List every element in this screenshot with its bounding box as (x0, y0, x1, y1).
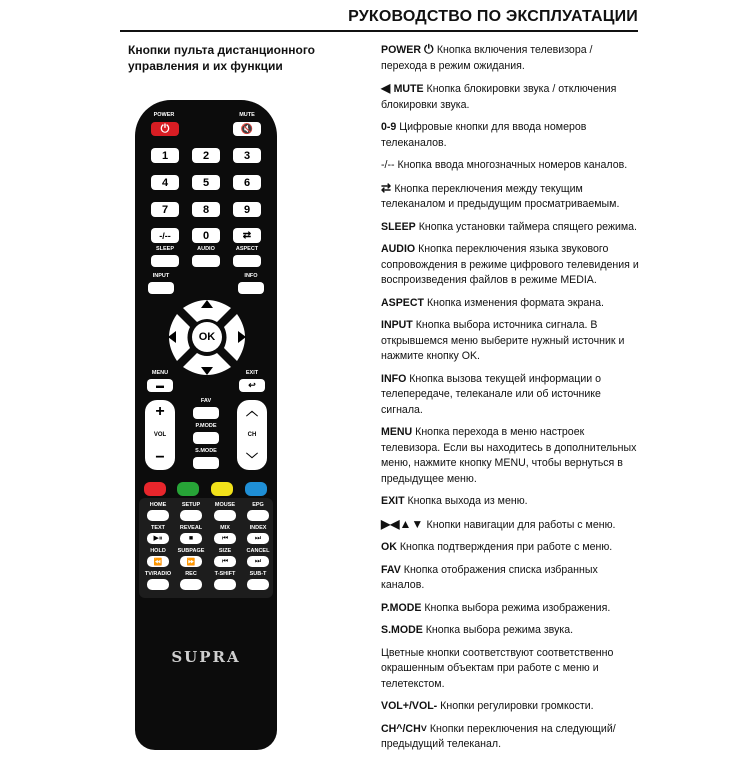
play-pause-icon: ▶⏸ (153, 535, 163, 542)
mute-icon: 🔇 (240, 123, 254, 135)
tshift-label: T-SHIFT (214, 571, 236, 577)
blue-button[interactable] (245, 482, 267, 496)
entry-text: -/-- Кнопка ввода многозначных номеров каналов. (381, 159, 628, 171)
audio-label: AUDIO (197, 246, 215, 252)
description-entry (381, 181, 639, 213)
entry-text: Кнопки переключения на следующий/предыдущий телеканал. (381, 722, 616, 750)
digit-9-button[interactable]: 9 (233, 202, 261, 217)
mouse-button[interactable] (214, 510, 236, 521)
fast-forward-icon: ⏩ (186, 558, 196, 566)
cancel-button[interactable] (247, 556, 269, 567)
pmode-label: P.MODE (195, 423, 217, 429)
entry-key: INPUT (381, 319, 413, 331)
entry-key: CH^/CH˅ (381, 722, 427, 735)
tvradio-label: TV/RADIO (144, 571, 172, 577)
entry-key: P.MODE (381, 601, 422, 614)
return-icon: ↩ (248, 380, 256, 390)
digit-2-button[interactable]: 2 (192, 148, 220, 163)
digit-1-button[interactable]: 1 (151, 148, 179, 163)
setup-button[interactable] (180, 510, 202, 521)
entry-text: Кнопка изменения формата экрана. (426, 296, 604, 309)
header-divider (120, 30, 638, 32)
entry-text: Кнопка блокировки звука / отключения блокировки звука. (381, 83, 617, 111)
ok-label: OK (198, 331, 216, 343)
rec-button[interactable] (180, 579, 202, 590)
power-label: POWER (153, 112, 175, 118)
remote-control (135, 100, 277, 750)
entry-text: Цветные кнопки соответствуют соответственно окрашенным объектам при работе с меню и телетекстом. (381, 646, 614, 690)
entry-key: FAV (381, 563, 401, 576)
entry-key: POWER (381, 44, 422, 56)
hold-button[interactable] (147, 556, 169, 567)
size-button[interactable] (214, 556, 236, 567)
entry-key: EXIT (381, 495, 405, 507)
info-label: INFO (244, 273, 258, 279)
smode-label: S.MODE (195, 448, 217, 454)
stop-icon: ■ (188, 535, 194, 542)
recall-icon: ⇄ (242, 230, 252, 241)
index-button[interactable] (247, 533, 269, 544)
sleep-label: SLEEP (155, 246, 175, 252)
channel-rocker[interactable] (237, 400, 267, 470)
entry-glyph-icon: ⏻ (423, 42, 437, 56)
mute-button[interactable] (233, 122, 261, 136)
digit-6-button[interactable]: 6 (233, 175, 261, 190)
description-entry (381, 42, 639, 74)
entry-text: Кнопки навигации для работы с меню. (426, 518, 616, 531)
reveal-button[interactable] (180, 533, 202, 544)
description-entry (381, 563, 639, 594)
brand-logo: SUPRA (171, 648, 241, 666)
cancel-label: CANCEL (246, 548, 270, 554)
description-entry (381, 601, 639, 617)
subt-label: SUB-T (249, 571, 267, 577)
yellow-button[interactable] (211, 482, 233, 496)
entry-text: Кнопка установки таймера спящего режима. (418, 220, 637, 233)
section-title: Кнопки пульта дистанционного управления и их функции (128, 43, 316, 73)
entry-text: Кнопка подтверждения при работе с меню. (399, 541, 613, 553)
description-entry (381, 540, 639, 556)
vol-plus[interactable]: + (155, 403, 165, 420)
rewind-icon: ⏪ (153, 558, 163, 566)
description-entry (381, 296, 639, 312)
reveal-label: REVEAL (179, 525, 203, 531)
home-button[interactable] (147, 510, 169, 521)
vol-minus[interactable]: − (155, 449, 165, 466)
text-button[interactable] (147, 533, 169, 544)
entry-key: MENU (381, 426, 413, 438)
mix-button[interactable] (214, 533, 236, 544)
ch-up-icon[interactable]: ︿ (245, 404, 258, 418)
aspect-label: ASPECT (235, 246, 259, 252)
description-entry (381, 81, 639, 113)
description-entry (381, 722, 639, 753)
volume-rocker[interactable] (145, 400, 175, 470)
hold-label: HOLD (150, 548, 166, 554)
entry-text: Кнопка переключения языка звукового сопровождения в режиме цифрового телевидения и воспроизведения файлов в режиме MEDIA. (381, 243, 639, 286)
page-header (0, 0, 750, 34)
mix-label: MIX (220, 525, 230, 531)
entry-text: Кнопка выхода из меню. (407, 495, 528, 507)
description-entry (381, 425, 639, 487)
button-descriptions (381, 42, 639, 760)
description-entry (381, 699, 639, 715)
mute-label: MUTE (239, 112, 255, 118)
description-entry (381, 623, 639, 639)
entry-key: INFO (381, 372, 407, 385)
entry-key: AUDIO (381, 243, 416, 255)
entry-key: OK (381, 541, 397, 553)
entry-glyph-icon: ◀ (381, 81, 394, 95)
menu-button[interactable] (147, 379, 173, 392)
exit-button[interactable] (239, 379, 265, 392)
subt-button[interactable] (247, 579, 269, 590)
menu-icon: ▬ (156, 381, 164, 390)
description-entry (381, 517, 639, 534)
aspect-button[interactable] (233, 255, 261, 267)
digit-3-button[interactable]: 3 (233, 148, 261, 163)
entry-key: SLEEP (381, 220, 416, 233)
sleep-button[interactable] (151, 255, 179, 267)
green-button[interactable] (177, 482, 199, 496)
entry-glyph-icon: ⇄ (381, 180, 395, 195)
setup-label: SETUP (181, 502, 201, 508)
audio-button[interactable] (192, 255, 220, 267)
entry-text: Цифровые кнопки для ввода номеров телеканалов. (381, 121, 587, 149)
fav-button[interactable] (193, 407, 219, 419)
tvradio-button[interactable] (147, 579, 169, 590)
index-label: INDEX (249, 525, 267, 531)
description-entry (381, 372, 639, 419)
entry-text: Кнопка выбора режима изображения. (424, 601, 611, 614)
entry-text: Кнопка вызова текущей информации о телепередаче, телеканале или об источнике сигнала. (381, 372, 602, 416)
entry-key: ASPECT (381, 296, 424, 309)
text-label: TEXT (150, 525, 166, 531)
recall-button[interactable] (233, 228, 261, 243)
subpage-label: SUBPAGE (177, 548, 205, 554)
red-button[interactable] (144, 482, 166, 496)
digit-5-button[interactable]: 5 (192, 175, 220, 190)
skip-back-icon: ⏮ (221, 557, 229, 565)
prev-icon: ⏮ (221, 534, 229, 542)
digit-4-button[interactable]: 4 (151, 175, 179, 190)
epg-button[interactable] (247, 510, 269, 521)
fav-label: FAV (200, 398, 212, 404)
entry-key: VOL+/VOL- (381, 700, 438, 712)
digit-8-button[interactable]: 8 (192, 202, 220, 217)
description-entry (381, 494, 639, 510)
skip-forward-icon: ⏭ (254, 557, 262, 565)
entry-text: Кнопка включения телевизора / перехода в режим ожидания. (381, 44, 593, 72)
page-title: РУКОВОДСТВО ПО ЭКСПЛУАТАЦИИ (348, 8, 638, 25)
menu-label: MENU (151, 370, 169, 376)
entry-text: Кнопка перехода в меню настроек телевизора. Если вы находитесь в дополнительных меню, нажмите кнопку MENU, чтобы вернуться в предыдущее меню. (381, 426, 637, 485)
description-entry (381, 318, 639, 365)
mouse-label: MOUSE (214, 502, 236, 508)
next-icon: ⏭ (254, 534, 262, 542)
description-entry (381, 220, 639, 236)
digit-7-button[interactable]: 7 (151, 202, 179, 217)
entry-key: MUTE (393, 83, 424, 95)
entry-text: Кнопка выбора режима звука. (425, 624, 574, 636)
entry-text: Кнопки регулировки громкости. (440, 700, 594, 712)
dash-button[interactable]: -/-- (151, 228, 179, 243)
description-entry (381, 120, 639, 151)
entry-text: Кнопка переключения между текущим телеканалом и предыдущим просматриваемым. (381, 182, 620, 210)
description-entry (381, 158, 639, 174)
power-button[interactable] (151, 122, 179, 136)
home-label: HOME (149, 502, 167, 508)
digit-0-button[interactable]: 0 (192, 228, 220, 243)
size-label: SIZE (218, 548, 232, 554)
entry-text: Кнопка выбора источника сигнала. В открывшемся меню выберите нужный источник и нажмите кнопку OK. (381, 319, 625, 362)
entry-key: S.MODE (381, 624, 423, 636)
ch-label: CH (247, 432, 257, 438)
ch-down-icon[interactable]: ﹀ (245, 452, 258, 466)
description-entry (381, 242, 639, 289)
description-entry (381, 646, 639, 693)
rec-label: REC (185, 571, 197, 577)
entry-text: Кнопка отображения списка избранных каналов. (381, 563, 598, 591)
entry-key: 0-9 (381, 121, 397, 133)
entry-glyph-icon: ▶◀▲▼ (381, 516, 427, 531)
tshift-button[interactable] (214, 579, 236, 590)
exit-label: EXIT (245, 370, 259, 376)
function-panel (139, 498, 273, 598)
subpage-button[interactable] (180, 556, 202, 567)
input-label: INPUT (152, 273, 170, 279)
pmode-button[interactable] (193, 432, 219, 444)
smode-button[interactable] (193, 457, 219, 469)
epg-label: EPG (252, 502, 264, 508)
vol-label: VOL (153, 432, 167, 438)
power-icon: ⏻ (160, 122, 170, 135)
